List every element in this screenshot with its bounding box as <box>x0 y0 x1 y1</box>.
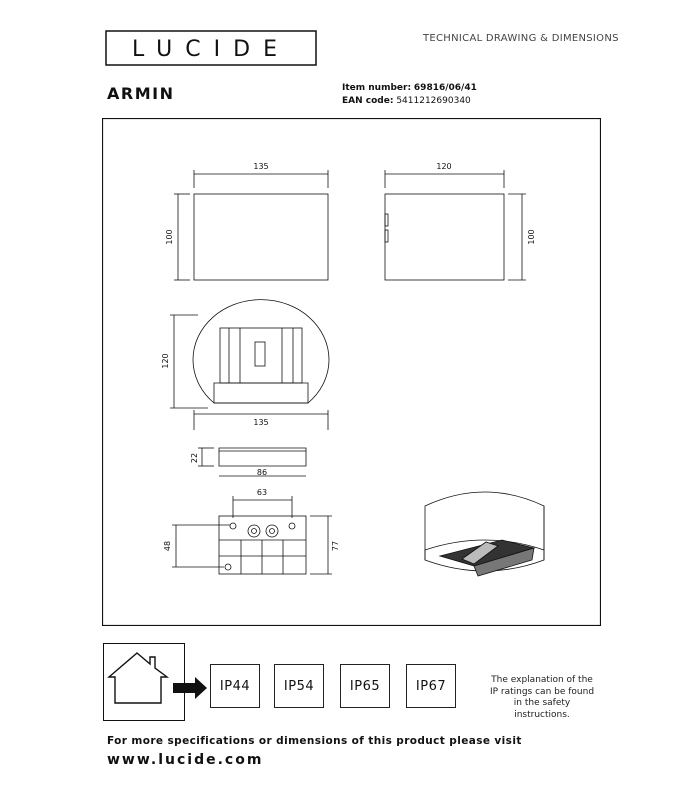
side-width-label: 120 <box>436 162 452 171</box>
product-name: ARMIN <box>107 84 175 103</box>
plate-width-label: 86 <box>256 468 268 477</box>
house-icon <box>109 653 167 703</box>
ip65-badge: IP65 <box>340 664 390 708</box>
ean-code-value: 5411212690340 <box>396 96 471 106</box>
perspective-view <box>425 492 544 576</box>
ip-note-line: The explanation of the <box>491 675 593 685</box>
lucide-logo-frame <box>105 30 317 66</box>
front-width-label: 135 <box>253 162 269 171</box>
ip-explanation-note <box>484 675 600 721</box>
website-link[interactable]: www.lucide.com <box>107 752 264 768</box>
side-height-label: 100 <box>527 229 536 245</box>
base-outer-height-label: 77 <box>331 540 340 552</box>
ean-code-line <box>342 96 471 106</box>
item-number-label: Item number: <box>342 83 412 93</box>
ip44-badge: IP44 <box>210 664 260 708</box>
plate-height-label: 22 <box>190 452 199 464</box>
ip-rating-indicator <box>103 643 185 721</box>
front-height-label: 100 <box>165 229 174 245</box>
document-type: TECHNICAL DRAWING & DIMENSIONS <box>423 33 619 44</box>
front-view <box>174 170 328 280</box>
top-depth-label: 120 <box>161 353 170 369</box>
top-view <box>170 300 329 430</box>
technical-drawing <box>102 118 601 626</box>
technical-drawing-canvas <box>102 118 601 626</box>
lucide-logo <box>105 30 317 66</box>
ip-note-line: IP ratings can be found <box>489 686 595 697</box>
mounting-base-view <box>172 496 332 574</box>
ean-code-label: EAN code: <box>342 96 394 106</box>
arrow-icon <box>173 677 207 699</box>
item-number-value: 69816/06/41 <box>413 83 477 93</box>
top-width-label: 135 <box>253 418 269 427</box>
ip54-badge: IP54 <box>274 664 324 708</box>
mounting-plate-side-view <box>198 448 306 476</box>
ip67-badge: IP67 <box>406 664 456 708</box>
item-number-line <box>342 83 477 93</box>
ip-note-line: in the safety <box>513 698 571 708</box>
footer-text: For more specifications or dimensions of this product please visit <box>107 735 522 747</box>
side-view <box>385 170 526 280</box>
logo-text: LUCIDE <box>132 37 290 62</box>
base-inner-height-label: 48 <box>163 540 172 552</box>
base-hole-spacing-label: 63 <box>256 488 268 497</box>
ip-note-line: instructions. <box>514 709 570 720</box>
